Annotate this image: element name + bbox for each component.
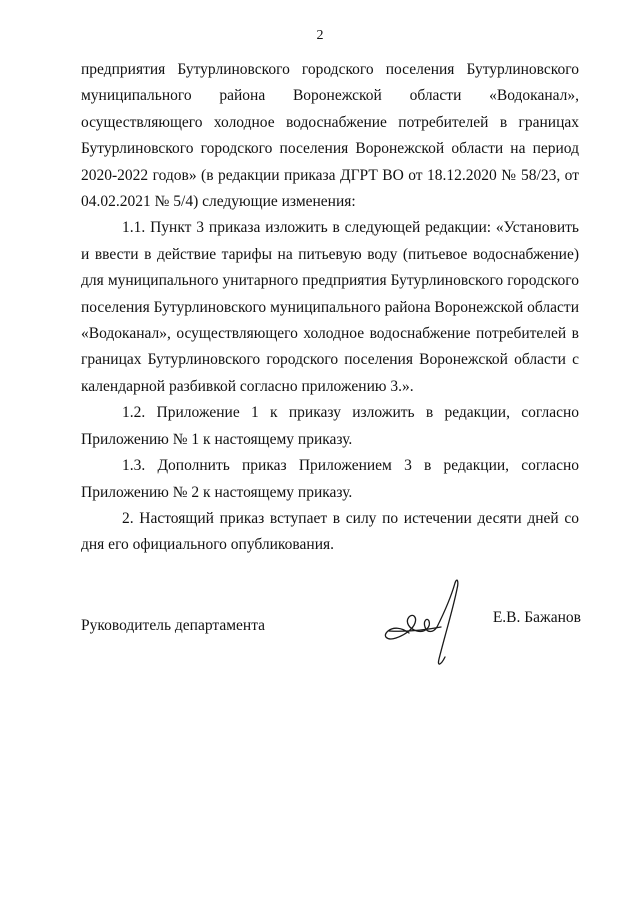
paragraph-1-3: 1.3. Дополнить приказ Приложением 3 в редакции, согласно Приложению № 2 к настоящему приказу. [81,457,579,501]
paragraph-1-1: 1.1. Пункт 3 приказа изложить в следующей редакции: «Установить и ввести в действие тарифы на питьевую воду (питьевое водоснабжение) для муниципального унитарного предприятия Бутурлиновского городского поселения Бутурлиновского муниципального района Воронежской области «Водоканал», осуществляющего холодное водоснабжение потребителей в границах Бутурлиновского городского поселения Воронежской области с календарной разбивкой согласно приложению 3.». [81,219,579,395]
signer-title: Руководитель департамента [81,617,266,634]
document-body [81,57,579,559]
paragraph-1-2: 1.2. Приложение 1 к приказу изложить в редакции, согласно Приложению № 1 к настоящему приказу. [81,404,579,448]
handwritten-signature [379,575,479,680]
signer-name: Е.В. Бажанов [492,609,581,626]
page-number: 2 [316,28,324,43]
signature-block [81,575,581,685]
paragraph-continuation: предприятия Бутурлиновского городского поселения Бутурлиновского муниципального района Воронежской области «Водоканал», осуществляющего холодное водоснабжение потребителей в границах Бутурлиновского городского поселения Воронежской области на период 2020-2022 годов» (в редакции приказа ДГРТ ВО от 18.12.2020 № 58/23, от 04.02.2021 № 5/4) следующие изменения: [81,61,579,211]
paragraph-2: 2. Настоящий приказ вступает в силу по истечении десяти дней со дня его официального опубликования. [81,509,579,554]
